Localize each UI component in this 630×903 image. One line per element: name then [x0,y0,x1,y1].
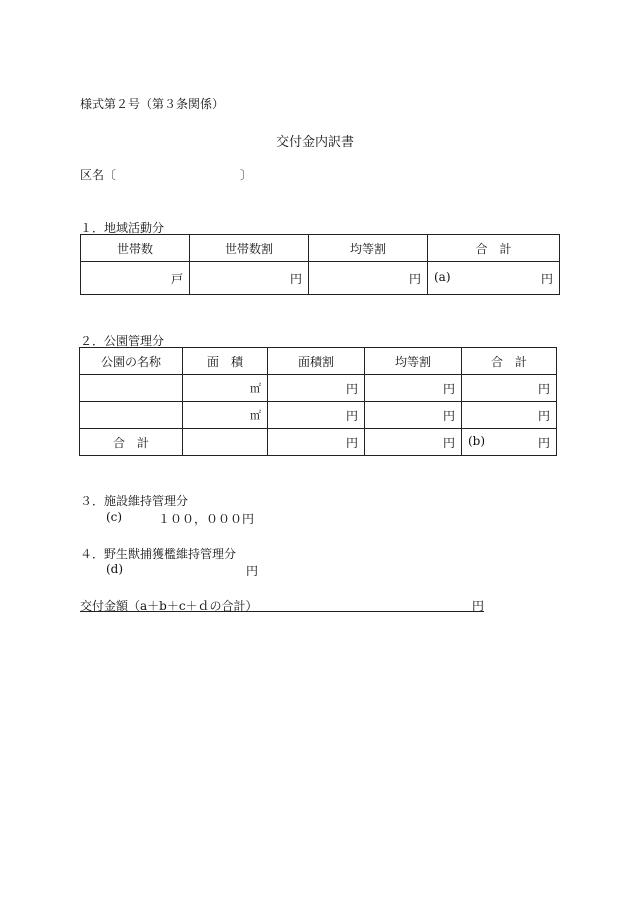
area-split-cell: 円 [268,375,365,402]
header-area: 面 積 [183,348,268,375]
header-households-split: 世帯数割 [190,235,309,262]
facility-amount: １００，０００円 [158,512,255,526]
header-households: 世帯数 [81,235,190,262]
area-cell: ㎡ [183,402,268,429]
total-a-unit: 円 [540,271,553,286]
equal-split-cell: 円 [365,402,462,429]
section2-header-row [80,348,557,375]
district-close: 〕 [240,168,253,182]
document-title: 交付金内訳書 [276,135,355,150]
grand-total-line [80,597,484,612]
area-cell: ㎡ [183,375,268,402]
total-b-unit: 円 [537,435,550,450]
section1-value-row [81,262,560,295]
header-total: 合 計 [462,348,557,375]
header-total: 合 計 [428,235,560,262]
form-number: 様式第２号（第３条関係） [80,97,225,111]
park-name-cell [80,402,183,429]
district-field [80,166,253,183]
section4-heading: ４．野生獣捕獲檻維持管理分 [80,547,237,561]
total-area-split-cell: 円 [268,429,365,456]
park-row [80,375,557,402]
header-park-name: 公園の名称 [80,348,183,375]
park-name-cell [80,375,183,402]
marker-c: (c) [106,510,123,524]
section2-heading: ２．公園管理分 [80,334,165,348]
total-equal-split-cell: 円 [365,429,462,456]
marker-a: (a) [434,269,451,284]
header-equal-split: 均等割 [365,348,462,375]
section1-table [80,234,560,295]
trap-amount-unit: 円 [246,564,259,578]
park-row [80,402,557,429]
households-split-cell: 円 [190,262,309,295]
header-equal-split: 均等割 [309,235,428,262]
grand-total-unit: 円 [471,599,484,613]
district-label: 区名〔 [80,168,117,182]
total-area-cell [183,429,268,456]
area-split-cell: 円 [268,402,365,429]
section3-heading: ３．施設維持管理分 [80,494,189,508]
header-area-split: 面積割 [268,348,365,375]
section2-total-row [80,429,557,456]
total-b-cell [462,429,557,456]
grand-total-label: 交付金額（a＋b＋c＋ｄの合計） [80,599,258,613]
section1-heading: １．地域活動分 [80,221,165,235]
row-total-cell: 円 [462,375,557,402]
equal-split-cell: 円 [309,262,428,295]
marker-d: (d) [106,562,124,576]
row-total-cell: 円 [462,402,557,429]
total-row-label: 合 計 [80,429,183,456]
section2-table [79,347,557,456]
total-a-cell [428,262,560,295]
households-cell: 戸 [81,262,190,295]
equal-split-cell: 円 [365,375,462,402]
marker-b: (b) [468,433,486,448]
section1-header-row [81,235,560,262]
